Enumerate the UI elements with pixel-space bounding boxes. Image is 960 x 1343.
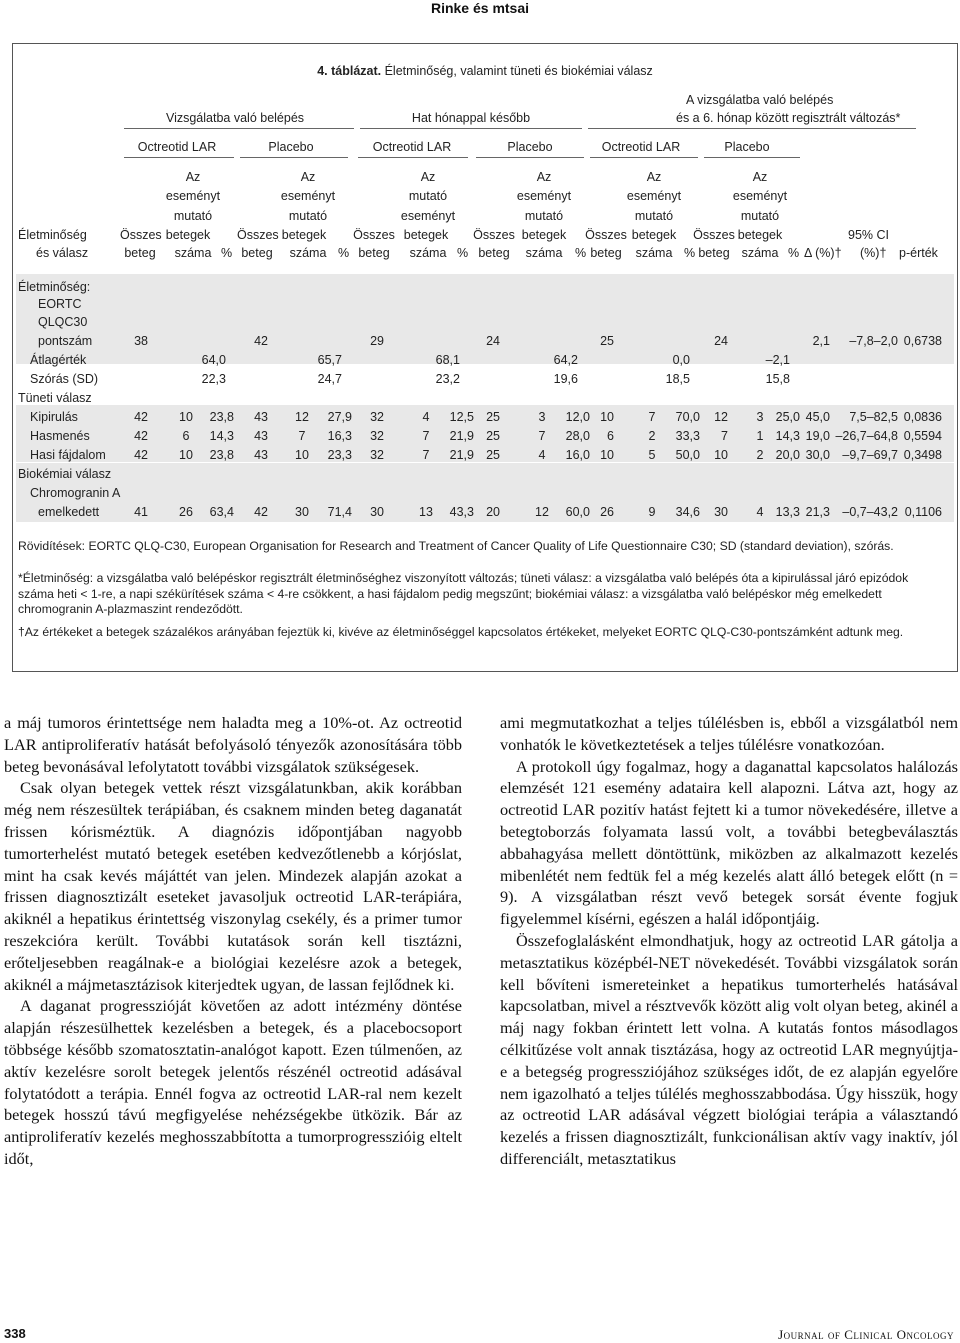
- col-pct-dagger: (%)†: [860, 246, 887, 260]
- col-mutato-2: mutató: [288, 209, 328, 223]
- section-qol-sub1: EORTC: [38, 297, 82, 311]
- col-mutato-4: mutató: [524, 209, 564, 223]
- col-esemenyt-2: eseményt: [280, 189, 336, 203]
- cell-hasmenes-p: 0,5594: [903, 429, 942, 443]
- section-qol-sub2: QLQC30: [38, 315, 88, 329]
- page-number: 338: [4, 1326, 26, 1341]
- col-beteg-1: beteg: [124, 246, 156, 260]
- cell-kipirulas-0: 42: [134, 410, 148, 424]
- cell-kipirulas-15: 12: [714, 410, 728, 424]
- col-pct-3: %: [457, 246, 469, 260]
- col-esemenyt-3: eseményt: [400, 209, 456, 223]
- cell-emelkedett-8: 43,3: [449, 505, 474, 519]
- col-betegek-5: betegek: [631, 228, 677, 242]
- arm-header-5: Octreotid LAR: [601, 140, 681, 154]
- cell-szoras-3: 23,2: [435, 372, 460, 386]
- col-betegek-6: betegek: [737, 228, 783, 242]
- col-ci: 95% CI: [848, 228, 889, 242]
- col-esemenyt-4: eseményt: [516, 189, 572, 203]
- cell-kipirulas-7: 4: [422, 410, 430, 424]
- cell-kipirulas-9: 25: [486, 410, 500, 424]
- cell-hasi-17: 20,0: [775, 448, 800, 462]
- cell-kipirulas-p: 0,0836: [903, 410, 942, 424]
- col-pct-2: %: [338, 246, 350, 260]
- cell-pontszam-delta: 2,1: [812, 334, 830, 348]
- cell-kipirulas-17: 25,0: [775, 410, 800, 424]
- cell-hasi-6: 32: [370, 448, 384, 462]
- col-szama-4: száma: [525, 246, 563, 260]
- cell-atlag-3: 68,1: [435, 353, 460, 367]
- cell-hasi-16: 2: [756, 448, 764, 462]
- col-osszes-3: Összes: [353, 228, 395, 242]
- arm-rule-3: [358, 157, 468, 158]
- cell-hasi-5: 23,3: [327, 448, 352, 462]
- cell-hasmenes-11: 28,0: [565, 429, 590, 443]
- col-szama-6: száma: [741, 246, 779, 260]
- running-header: Rinke és mtsai: [430, 0, 530, 16]
- cell-hasi-14: 50,0: [675, 448, 700, 462]
- col-pct-4: %: [575, 246, 587, 260]
- cell-hasmenes-14: 33,3: [675, 429, 700, 443]
- cell-hasmenes-0: 42: [134, 429, 148, 443]
- col-mutato-1: mutató: [173, 209, 213, 223]
- cell-szoras-6: 15,8: [765, 372, 790, 386]
- col-esemenyt-6: eseményt: [732, 189, 788, 203]
- cell-kipirulas-ci: 7,5–82,5: [849, 410, 898, 424]
- cell-hasmenes-7: 7: [422, 429, 430, 443]
- col-mutato-5: mutató: [634, 209, 674, 223]
- col-szama-5: száma: [635, 246, 673, 260]
- cell-hasi-9: 25: [486, 448, 500, 462]
- cell-kipirulas-3: 43: [254, 410, 268, 424]
- group-header-baseline: Vizsgálatba való belépés: [165, 111, 305, 125]
- arm-header-6: Placebo: [724, 140, 770, 154]
- row-label-kipirulas: Kipirulás: [30, 410, 78, 424]
- cell-kipirulas-2: 23,8: [209, 410, 234, 424]
- group-rule-3: [588, 128, 916, 129]
- cell-pontszam-total-1: 38: [134, 334, 148, 348]
- cell-pontszam-total-5: 25: [600, 334, 614, 348]
- arm-header-3: Octreotid LAR: [372, 140, 452, 154]
- cell-hasi-0: 42: [134, 448, 148, 462]
- body-paragraph: A protokoll úgy fogalmaz, hogy a daganattal kapcsolatos halálozás elemzését 121 esemény adataira kell alapozni. Látva azt, hogy az octreotid LAR pozitív hatást fejtett ki a tumor növekedésére, illetve a betegtoborzás folyamata lassú volt, a további betegbeválasztás abbahagyása mellett döntöttünk, miközben az alkalmazott kezelés mibenlétét nem fedtük fel a még kezelés alatt álló betegek előtt (n = 9). A vizsgálatban részt vevő betegek sorsát évente fogjuk figyelemmel kísérni, egészen a halál időpontjáig.: [500, 756, 958, 929]
- table-band-qol: [16, 274, 954, 364]
- col-szama-3: száma: [409, 246, 447, 260]
- group-header-change-line2: és a 6. hónap között regisztrált változás*: [676, 111, 901, 125]
- cell-kipirulas-4: 12: [295, 410, 309, 424]
- cell-kipirulas-16: 3: [756, 410, 764, 424]
- cell-pontszam-ci: –7,8–2,0: [849, 334, 898, 348]
- cell-emelkedett-2: 63,4: [209, 505, 234, 519]
- cell-hasi-2: 23,8: [209, 448, 234, 462]
- col-pct-1: %: [221, 246, 233, 260]
- cell-emelkedett-13: 9: [648, 505, 656, 519]
- arm-rule-6: [704, 157, 800, 158]
- cell-pontszam-total-3: 29: [370, 334, 384, 348]
- cell-hasi-11: 16,0: [565, 448, 590, 462]
- cell-hasmenes-13: 2: [648, 429, 656, 443]
- body-paragraph: Összefoglalásként elmondhatjuk, hogy az octreotid LAR gátolja a metasztatikus középbél-NET növekedését. További vizsgálatok során kell bővíteni ismereteinket a hepatikus tumorterhelés hatásával kapcsolatban, mivel a résztvevők között alig volt olyan beteg, akinél a máj nagy fokban érintett lett volna. A kutatás fontos másodlagos célkitűzése volt annak tisztázása, hogy az octreotid LAR megnyújtja-e a betegség progressziójához szükséges időt, de ez alapján egyelőre nem igazolható a teljes túlélés meghosszabbodása. Úgy hisszük, hogy az octreotid LAR adásával végzett biológiai terápia a választandó kezelés a frissen diagnosztizált, funkcionálisan aktív vagy inaktív, jól differenciált, metasztatikus: [500, 930, 958, 1168]
- cell-hasmenes-6: 32: [370, 429, 384, 443]
- col-az-3: Az: [420, 170, 436, 184]
- cell-hasmenes-4: 7: [298, 429, 306, 443]
- group-header-six-months: Hat hónappal később: [411, 111, 531, 125]
- cell-emelkedett-delta: 21,3: [805, 505, 830, 519]
- section-biochem-sub1: Chromogranin A: [30, 486, 121, 500]
- cell-emelkedett-14: 34,6: [675, 505, 700, 519]
- cell-hasmenes-12: 6: [607, 429, 614, 443]
- arm-rule-2: [240, 157, 348, 158]
- cell-atlag-5: 0,0: [672, 353, 690, 367]
- table-caption-text: Életminőség, valamint tüneti és biokémiai válasz: [381, 64, 653, 78]
- cell-hasi-8: 21,9: [449, 448, 474, 462]
- col-delta: Δ (%)†: [804, 246, 842, 260]
- group-rule-1: [124, 128, 354, 129]
- cell-hasmenes-5: 16,3: [327, 429, 352, 443]
- cell-kipirulas-1: 10: [179, 410, 193, 424]
- cell-atlag-1: 64,0: [201, 353, 226, 367]
- cell-emelkedett-3: 42: [254, 505, 268, 519]
- col-betegek-4: betegek: [521, 228, 567, 242]
- cell-hasmenes-3: 43: [254, 429, 268, 443]
- cell-hasmenes-16: 1: [756, 429, 764, 443]
- col-az-2: Az: [300, 170, 316, 184]
- cell-hasmenes-17: 14,3: [775, 429, 800, 443]
- cell-kipirulas-14: 70,0: [675, 410, 700, 424]
- col-betegek-1: betegek: [165, 228, 211, 242]
- cell-emelkedett-15: 30: [714, 505, 728, 519]
- arm-rule-4: [476, 157, 584, 158]
- cell-hasi-p: 0,3498: [903, 448, 942, 462]
- col-p-value: p-érték: [899, 246, 938, 260]
- col-beteg-6: beteg: [698, 246, 730, 260]
- col-betegek-3: betegek: [403, 228, 449, 242]
- cell-emelkedett-12: 26: [600, 505, 614, 519]
- group-rule-2: [360, 128, 582, 129]
- cell-emelkedett-4: 30: [295, 505, 309, 519]
- cell-emelkedett-9: 20: [486, 505, 500, 519]
- body-paragraph: A daganat progresszióját követően az adott intézmény döntése alapján részesülhettek kezelésben a betegek, és a placebocsoport többsége később szomatosztatin-analógot kapott. Ezen túlmenően, az aktív kezelésre sorolt betegek jelentős részénél octreotid adásával folytatódott a terápia. Ennél fogva az octreotid LAR-ral nem kezelt betegek hosszú távú megfigyelése nehézségekbe ütközik. Bár az antiproliferatív kezelés meghosszabbította a tumorprogresszióig eltelt időt,: [4, 996, 462, 1168]
- cell-hasi-12: 10: [600, 448, 614, 462]
- cell-hasi-delta: 30,0: [805, 448, 830, 462]
- body-column-left: [4, 712, 462, 1170]
- table-caption: [12, 64, 958, 78]
- cell-szoras-4: 19,6: [553, 372, 578, 386]
- cell-emelkedett-11: 60,0: [565, 505, 590, 519]
- body-paragraph: a máj tumoros érintettsége nem haladta meg a 10%-ot. Az octreotid LAR antiproliferatív hatását befolyásoló tényezők azonosítására több beteg bevonásával lefolytatott további vizsgálatok szükségesek.: [4, 713, 462, 776]
- cell-atlag-4: 64,2: [553, 353, 578, 367]
- col-az-4: Az: [536, 170, 552, 184]
- col-szama-1: száma: [174, 246, 212, 260]
- cell-hasi-3: 43: [254, 448, 268, 462]
- body-paragraph: Csak olyan betegek vettek részt vizsgálatunkban, akik korábban még nem részesültek terápiában, és csaknem minden beteg daganatát frissen kórisméztük. A diagnózis időpontjában nagyobb tumorterhelést mutató betegek esetében kedvezőtlenebb a kórjóslat, mint ha csak kevés májáttét van jelen. Mindezek alapján azokat a frissen diagnosztizált eseteket javasoljuk octreotid LAR-terápiára, akiknél a hepatikus érintettség viszonylag csekély, és a primer tumor reszekcióra került. További kutatások során kell tisztázni, erőteljesebben reagálnak-e a biológiai kezelésre azok a betegek, akiknél a májmetasztázisok kiterjedtek ugyan, de lassan fejlődnek ki.: [4, 778, 462, 994]
- cell-hasi-ci: –9,7–69,7: [842, 448, 898, 462]
- cell-hasi-10: 4: [538, 448, 546, 462]
- cell-hasmenes-9: 25: [486, 429, 500, 443]
- col-beteg-2: beteg: [241, 246, 273, 260]
- cell-hasi-7: 7: [422, 448, 430, 462]
- row-header-label-1: Életminőség: [18, 228, 87, 242]
- row-label-pontszam: pontszám: [38, 334, 93, 348]
- col-az-6: Az: [752, 170, 768, 184]
- cell-emelkedett-5: 71,4: [327, 505, 352, 519]
- cell-kipirulas-10: 3: [538, 410, 546, 424]
- row-label-szoras: Szórás (SD): [30, 372, 99, 386]
- cell-emelkedett-ci: –0,7–43,2: [842, 505, 898, 519]
- cell-szoras-2: 24,7: [317, 372, 342, 386]
- arm-header-4: Placebo: [507, 140, 553, 154]
- cell-hasi-15: 10: [714, 448, 728, 462]
- cell-szoras-5: 18,5: [665, 372, 690, 386]
- cell-atlag-6: –2,1: [765, 353, 790, 367]
- row-header-label-2: és válasz: [36, 246, 89, 260]
- cell-kipirulas-8: 12,5: [449, 410, 474, 424]
- arm-rule-1: [124, 157, 234, 158]
- col-esemenyt-5: eseményt: [626, 189, 682, 203]
- cell-hasmenes-ci: –26,7–64,8: [835, 429, 898, 443]
- col-az-1: Az: [185, 170, 201, 184]
- journal-name: Journal of Clinical Oncology: [778, 1327, 954, 1342]
- col-mutato-6: mutató: [740, 209, 780, 223]
- row-label-emelkedett: emelkedett: [38, 505, 100, 519]
- cell-emelkedett-17: 13,3: [775, 505, 800, 519]
- cell-kipirulas-11: 12,0: [565, 410, 590, 424]
- row-label-hasi: Hasi fájdalom: [30, 448, 106, 462]
- cell-kipirulas-5: 27,9: [327, 410, 352, 424]
- cell-hasmenes-2: 14,3: [209, 429, 234, 443]
- section-qol-title: Életminőség:: [18, 280, 91, 294]
- cell-pontszam-p: 0,6738: [903, 334, 942, 348]
- col-osszes-2: Összes: [237, 228, 279, 242]
- cell-hasi-1: 10: [179, 448, 193, 462]
- cell-hasmenes-delta: 19,0: [805, 429, 830, 443]
- cell-emelkedett-0: 41: [134, 505, 148, 519]
- table-footnote-abbrev: Rövidítések: EORTC QLQ-C30, European Organisation for Research and Treatment of Cancer Quality of Life Questionnaire C30; SD (standard deviation), szórás.: [18, 539, 894, 553]
- col-osszes-5: Összes: [585, 228, 627, 242]
- cell-hasmenes-10: 7: [538, 429, 546, 443]
- table-footnote-star: *Életminőség: a vizsgálatba való belépéskor regisztrált életminőséghez viszonyított változás; tüneti válasz: a vizsgálatba való belépés óta a kipirulással járó epizódok száma heti < 1-re, a napi székürítések száma < 4-re csökkent, a hasi fájdalom pedig megszűnt; biokémiai válasz: a vizsgálatba való belépéskor még emelkedett chromogranin A-plazmaszint rendeződött.: [18, 571, 909, 617]
- col-betegek-2: betegek: [281, 228, 327, 242]
- cell-emelkedett-p: 0,1106: [904, 505, 942, 519]
- body-paragraph: ami megmutatkozhat a teljes túlélésben is, ebből a vizsgálatból nem vonhatók le következtetések a teljes túlélésre vonatkozóan.: [500, 713, 958, 754]
- cell-pontszam-total-2: 42: [254, 334, 268, 348]
- cell-hasmenes-1: 6: [182, 429, 190, 443]
- col-beteg-3: beteg: [358, 246, 390, 260]
- arm-header-2: Placebo: [268, 140, 314, 154]
- row-label-hasmenes: Hasmenés: [30, 429, 90, 443]
- col-osszes-6: Összes: [693, 228, 735, 242]
- cell-hasmenes-8: 21,9: [449, 429, 474, 443]
- col-pct-5: %: [684, 246, 696, 260]
- cell-hasmenes-15: 7: [721, 429, 728, 443]
- arm-header-1: Octreotid LAR: [137, 140, 217, 154]
- cell-kipirulas-delta: 45,0: [805, 410, 830, 424]
- col-beteg-4: beteg: [478, 246, 510, 260]
- col-pct-6: %: [788, 246, 800, 260]
- arm-rule-5: [590, 157, 698, 158]
- cell-atlag-2: 65,7: [317, 353, 342, 367]
- body-column-right: [500, 712, 958, 1170]
- table-caption-number: 4. táblázat.: [317, 64, 382, 78]
- cell-emelkedett-1: 26: [179, 505, 193, 519]
- cell-hasi-13: 5: [648, 448, 656, 462]
- cell-emelkedett-16: 4: [756, 505, 764, 519]
- cell-pontszam-total-4: 24: [486, 334, 500, 348]
- col-osszes-4: Összes: [473, 228, 515, 242]
- section-symptom-title: Tüneti válasz: [18, 391, 92, 405]
- cell-pontszam-total-6: 24: [714, 334, 728, 348]
- col-szama-2: száma: [289, 246, 327, 260]
- cell-kipirulas-13: 7: [648, 410, 656, 424]
- cell-szoras-1: 22,3: [201, 372, 226, 386]
- cell-hasi-4: 10: [295, 448, 309, 462]
- cell-emelkedett-6: 30: [370, 505, 384, 519]
- cell-kipirulas-12: 10: [600, 410, 614, 424]
- cell-emelkedett-10: 12: [535, 505, 549, 519]
- col-az-5: Az: [646, 170, 662, 184]
- col-esemenyt-1: eseményt: [165, 189, 221, 203]
- col-beteg-5: beteg: [590, 246, 622, 260]
- table-footnote-dagger: †Az értékeket a betegek százalékos arányában fejeztük ki, kivéve az életminőséggel kapcsolatos értékeket, melyeket EORTC QLQ-C30-pontszámként adtunk meg.: [18, 625, 904, 639]
- col-osszes-1: Összes: [120, 228, 162, 242]
- group-header-change-line1: A vizsgálatba való belépés: [686, 93, 834, 107]
- section-biochem-title: Biokémiai válasz: [18, 467, 112, 481]
- col-mutato-3: mutató: [408, 189, 448, 203]
- cell-emelkedett-7: 13: [419, 505, 433, 519]
- cell-kipirulas-6: 32: [370, 410, 384, 424]
- row-label-atlag: Átlagérték: [30, 353, 87, 367]
